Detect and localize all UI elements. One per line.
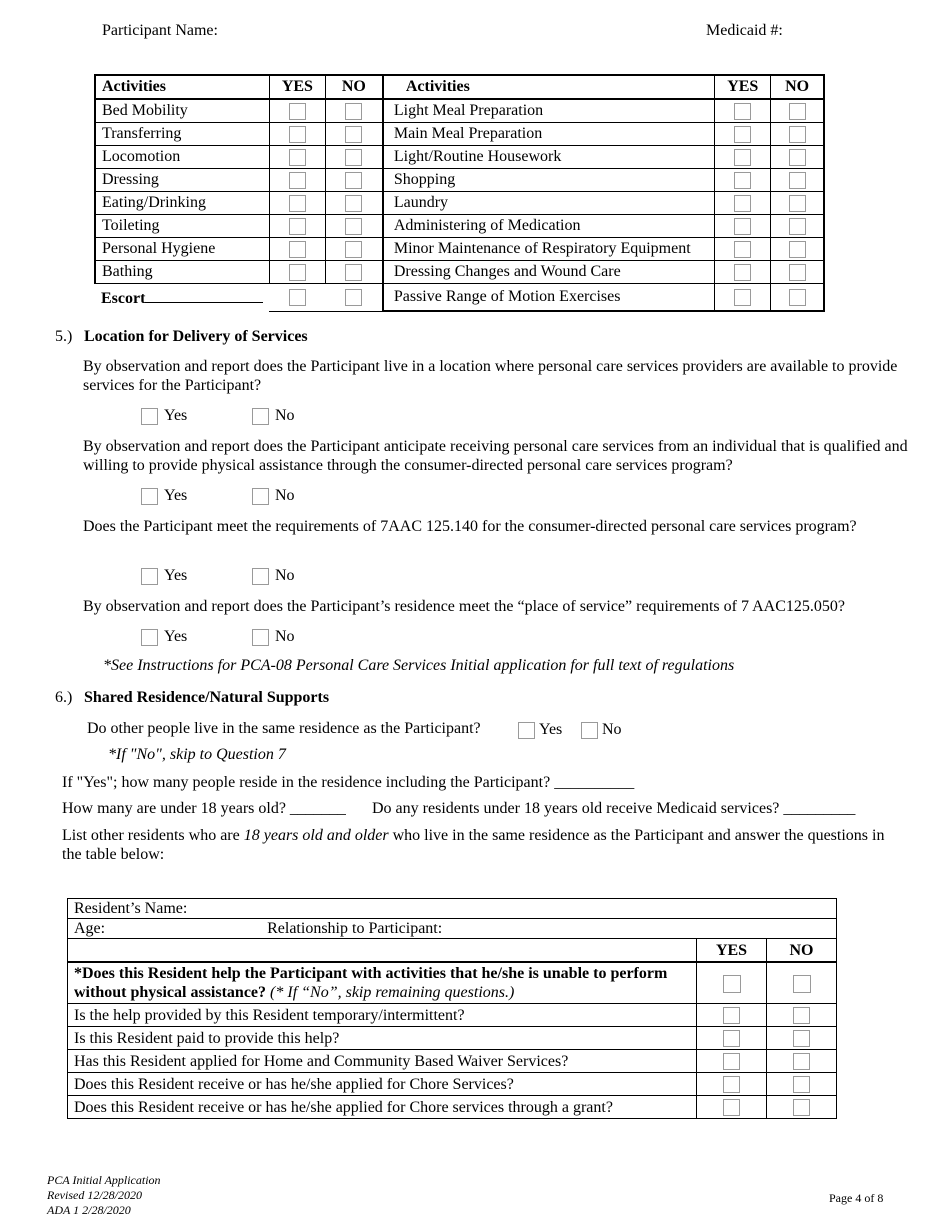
yes-label: Yes <box>539 721 563 738</box>
resident-name-row <box>68 899 837 919</box>
activity-label: Laundry <box>383 192 715 215</box>
q4-yes-option <box>141 627 187 647</box>
no-checkbox[interactable] <box>789 149 806 166</box>
activity-row <box>95 192 824 215</box>
no-label: No <box>275 567 295 584</box>
yes-checkbox[interactable] <box>289 218 306 235</box>
yes-checkbox[interactable] <box>734 264 751 281</box>
activities-table <box>94 74 825 312</box>
activity-label: Light/Routine Housework <box>383 146 715 169</box>
yes-checkbox[interactable] <box>734 218 751 235</box>
yes-checkbox[interactable] <box>723 975 741 993</box>
no-checkbox[interactable] <box>789 241 806 258</box>
q1-bold: *Does this Resident help the Participant with activities that he/she is unable to perform without physical assistance? <box>74 965 668 1001</box>
no-checkbox[interactable] <box>345 241 362 258</box>
yes-checkbox[interactable] <box>289 289 306 306</box>
resident-question: Has this Resident applied for Home and Community Based Waiver Services? <box>68 1050 697 1073</box>
activity-row <box>95 261 824 284</box>
under-18-medicaid: Do any residents under 18 years old receive Medicaid services? _________ <box>372 800 856 817</box>
no-label: No <box>275 407 295 424</box>
yes-checkbox[interactable] <box>723 1053 740 1070</box>
activity-label: Bathing <box>95 261 269 284</box>
no-checkbox[interactable] <box>345 126 362 143</box>
no-checkbox[interactable] <box>345 172 362 189</box>
activity-label: Shopping <box>383 169 715 192</box>
no-checkbox[interactable] <box>793 975 811 993</box>
no-checkbox[interactable] <box>345 195 362 212</box>
resident-question-row <box>68 1073 837 1096</box>
s6-yes-checkbox[interactable] <box>518 722 535 739</box>
yes-checkbox[interactable] <box>289 264 306 281</box>
list-pre: List other residents who are <box>62 827 244 844</box>
activity-label: Eating/Drinking <box>95 192 269 215</box>
yes-checkbox[interactable] <box>289 241 306 258</box>
activity-label: Administering of Medication <box>383 215 715 238</box>
escort-cell <box>95 284 269 312</box>
no-checkbox[interactable] <box>345 289 362 306</box>
medicaid-number-label: Medicaid #: <box>706 22 783 39</box>
no-checkbox[interactable] <box>345 218 362 235</box>
q2-no-option <box>252 486 295 506</box>
page-number: Page 4 of 8 <box>829 1191 884 1205</box>
yes-checkbox[interactable] <box>289 103 306 120</box>
activity-row <box>95 215 824 238</box>
yes-checkbox[interactable] <box>289 126 306 143</box>
activity-label: Main Meal Preparation <box>383 123 715 146</box>
regulations-note: *See Instructions for PCA-08 Personal Care Services Initial application for full text of regulations <box>103 657 735 674</box>
s6-yes-option <box>518 720 562 740</box>
resident-age-row <box>68 919 837 939</box>
footer-line1: PCA Initial Application <box>47 1173 161 1187</box>
col-yes: YES <box>697 939 767 963</box>
section5-q4: By observation and report does the Participant’s residence meet the “place of service” requirements of 7 AAC125.050? <box>83 598 845 615</box>
yes-checkbox[interactable] <box>289 195 306 212</box>
col-no-left: NO <box>325 75 383 99</box>
no-checkbox[interactable] <box>789 289 806 306</box>
activity-row <box>95 123 824 146</box>
activity-label: Toileting <box>95 215 269 238</box>
how-many-reside: If "Yes"; how many people reside in the residence including the Participant? __________ <box>62 774 635 791</box>
q1-yes-option <box>141 406 187 426</box>
activity-label: Locomotion <box>95 146 269 169</box>
skip-note: *If "No", skip to Question 7 <box>108 746 286 763</box>
yes-label: Yes <box>164 567 188 584</box>
q4-no-checkbox[interactable] <box>252 629 269 646</box>
resident-question: Does this Resident receive or has he/she applied for Chore services through a grant? <box>68 1096 697 1119</box>
no-checkbox[interactable] <box>789 195 806 212</box>
relationship-label: Relationship to Participant: <box>267 920 443 937</box>
q3-yes-checkbox[interactable] <box>141 568 158 585</box>
list-residents-instruction <box>62 826 892 864</box>
q2-yes-option <box>141 486 187 506</box>
q1-italic: (* If “No”, skip remaining questions.) <box>266 984 515 1001</box>
resident-question-row <box>68 1027 837 1050</box>
list-emphasis: 18 years old and older <box>243 827 389 844</box>
section5-number: 5.) <box>55 328 73 345</box>
yes-checkbox[interactable] <box>734 289 751 306</box>
col-activities-right: Activities <box>383 75 715 99</box>
activity-label: Transferring <box>95 123 269 146</box>
escort-line[interactable] <box>145 286 263 303</box>
age-label: Age: <box>74 920 106 937</box>
activity-row <box>95 169 824 192</box>
resident-question-row <box>68 1096 837 1119</box>
no-checkbox[interactable] <box>789 218 806 235</box>
no-checkbox[interactable] <box>793 1030 810 1047</box>
q4-no-option <box>252 627 295 647</box>
no-checkbox[interactable] <box>789 126 806 143</box>
activity-label: Passive Range of Motion Exercises <box>383 284 715 312</box>
yes-checkbox[interactable] <box>723 1099 740 1116</box>
resident-table <box>67 898 837 1119</box>
activities-header-row <box>95 75 824 99</box>
activity-label: Minor Maintenance of Respiratory Equipment <box>383 238 715 261</box>
no-label: No <box>275 628 295 645</box>
activity-row-escort <box>95 284 824 312</box>
resident-question-row <box>68 1004 837 1027</box>
resident-question-row <box>68 962 837 1004</box>
footer-line2: Revised 12/28/2020 <box>47 1188 142 1202</box>
section5-q1: By observation and report does the Participant live in a location where personal care services providers are available to provide services for the Participant? <box>83 358 898 394</box>
no-checkbox[interactable] <box>793 1053 810 1070</box>
section6-title: Shared Residence/Natural Supports <box>84 689 330 706</box>
activity-label: Dressing <box>95 169 269 192</box>
how-many-under-18: How many are under 18 years old? _______ <box>62 800 346 817</box>
col-no-right: NO <box>771 75 824 99</box>
activity-row <box>95 146 824 169</box>
no-checkbox[interactable] <box>793 1007 810 1024</box>
col-yes-left: YES <box>269 75 325 99</box>
section6-q1: Do other people live in the same residence as the Participant? <box>87 720 481 737</box>
resident-header-row <box>68 939 837 963</box>
yes-checkbox[interactable] <box>734 195 751 212</box>
q2-no-checkbox[interactable] <box>252 488 269 505</box>
section5-title: Location for Delivery of Services <box>84 328 308 345</box>
section6-number: 6.) <box>55 689 73 706</box>
resident-question: Is the help provided by this Resident temporary/intermittent? <box>68 1004 697 1027</box>
yes-checkbox[interactable] <box>734 172 751 189</box>
yes-label: Yes <box>164 407 188 424</box>
resident-question: Does this Resident receive or has he/she applied for Chore Services? <box>68 1073 697 1096</box>
q4-yes-checkbox[interactable] <box>141 629 158 646</box>
resident-age-field[interactable] <box>68 919 837 939</box>
footer-info <box>47 1173 161 1218</box>
resident-name-field[interactable] <box>68 899 837 919</box>
activity-label: Bed Mobility <box>95 99 269 123</box>
activity-label: Light Meal Preparation <box>383 99 715 123</box>
resident-question: Is this Resident paid to provide this help? <box>68 1027 697 1050</box>
section5-q2: By observation and report does the Participant anticipate receiving personal care services from an individual that is qualified and willing to provide physical assistance through the consumer-directed personal care services program? <box>83 438 908 474</box>
no-checkbox[interactable] <box>789 264 806 281</box>
yes-checkbox[interactable] <box>734 103 751 120</box>
activity-row <box>95 238 824 261</box>
no-checkbox[interactable] <box>793 1076 810 1093</box>
col-yes-right: YES <box>715 75 771 99</box>
no-checkbox[interactable] <box>789 172 806 189</box>
yes-checkbox[interactable] <box>723 1076 740 1093</box>
footer-line3: ADA 1 2/28/2020 <box>47 1203 131 1217</box>
no-checkbox[interactable] <box>345 264 362 281</box>
participant-name-label: Participant Name: <box>102 22 218 39</box>
yes-label: Yes <box>164 628 188 645</box>
resident-question-row <box>68 1050 837 1073</box>
no-label: No <box>602 721 622 738</box>
yes-checkbox[interactable] <box>289 172 306 189</box>
q1-no-checkbox[interactable] <box>252 408 269 425</box>
activity-label: Dressing Changes and Wound Care <box>383 261 715 284</box>
no-label: No <box>275 487 295 504</box>
section5-q3: Does the Participant meet the requirements of 7AAC 125.140 for the consumer-directed personal care services program? <box>83 518 857 535</box>
yes-checkbox[interactable] <box>723 1030 740 1047</box>
no-checkbox[interactable] <box>345 149 362 166</box>
resident-question <box>68 962 697 1004</box>
resident-name-label: Resident’s Name: <box>74 900 188 917</box>
yes-checkbox[interactable] <box>734 149 751 166</box>
list-post: who live in the same residence as the Participant and answer the questions in the table below: <box>62 827 885 863</box>
col-no: NO <box>767 939 837 963</box>
escort-label: Escort <box>101 289 146 307</box>
q3-yes-option <box>141 566 187 586</box>
s6-no-option <box>581 720 622 740</box>
yes-checkbox[interactable] <box>289 149 306 166</box>
yes-checkbox[interactable] <box>734 126 751 143</box>
yes-label: Yes <box>164 487 188 504</box>
s6-no-checkbox[interactable] <box>581 722 598 739</box>
q1-yes-checkbox[interactable] <box>141 408 158 425</box>
q3-no-option <box>252 566 295 586</box>
q3-no-checkbox[interactable] <box>252 568 269 585</box>
yes-checkbox[interactable] <box>723 1007 740 1024</box>
activity-row <box>95 99 824 123</box>
q1-no-option <box>252 406 295 426</box>
q2-yes-checkbox[interactable] <box>141 488 158 505</box>
col-activities-left: Activities <box>95 75 269 99</box>
no-checkbox[interactable] <box>793 1099 810 1116</box>
no-checkbox[interactable] <box>345 103 362 120</box>
no-checkbox[interactable] <box>789 103 806 120</box>
yes-checkbox[interactable] <box>734 241 751 258</box>
activity-label: Personal Hygiene <box>95 238 269 261</box>
